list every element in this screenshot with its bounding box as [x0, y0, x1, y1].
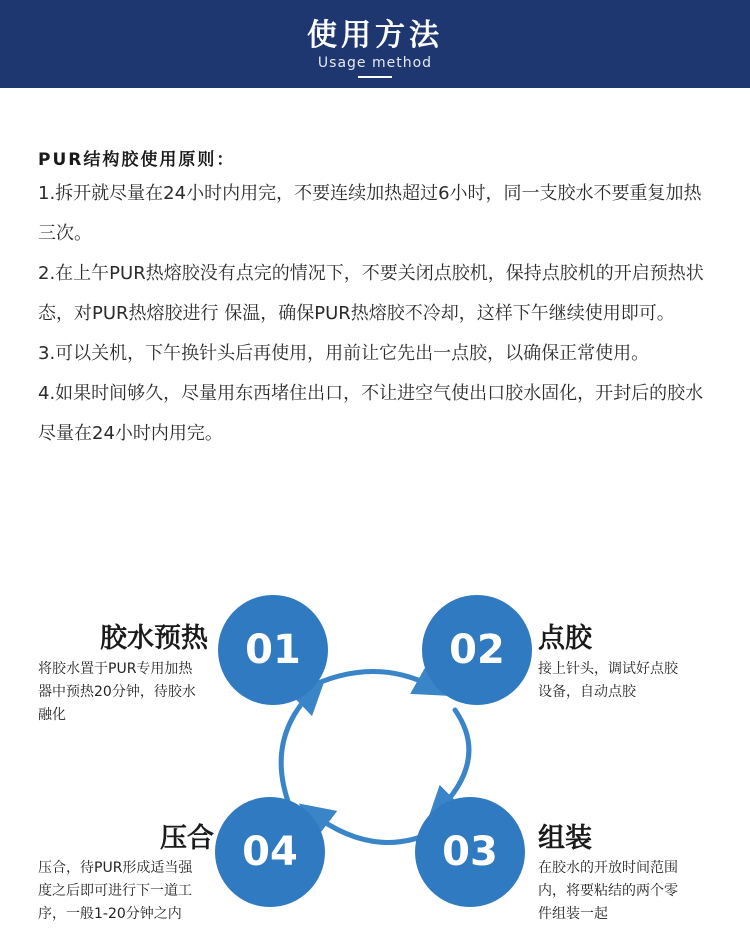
- rule-item: 1.拆开就尽量在24小时内用完，不要连续加热超过6小时，同一支胶水不要重复加热三次。: [38, 183, 702, 244]
- step-desc-line: 件组装一起: [538, 906, 608, 922]
- step-desc-line: 接上针头，调试好点胶: [538, 661, 678, 677]
- step-desc-line: 融化: [38, 707, 66, 723]
- cycle-arrow: [281, 689, 315, 812]
- step-number: 02: [449, 627, 505, 673]
- step-desc-line: 压合，待PUR形成适当强: [38, 860, 193, 876]
- step-number: 01: [245, 627, 301, 673]
- page-subtitle: Usage method: [317, 55, 433, 71]
- step-desc-line: 器中预热20分钟，待胶水: [38, 684, 196, 700]
- step-description: [538, 857, 678, 926]
- rule-item: 2.在上午PUR热熔胶没有点完的情况下，不要关闭点胶机，保持点胶机的开启预热状态，对PUR热熔胶进行 保温，确保PUR热熔胶不冷却，这样下午继续使用即可。: [38, 263, 704, 324]
- step-number: 04: [242, 829, 298, 875]
- step-description: [38, 857, 192, 926]
- step-desc-line: 在胶水的开放时间范围: [538, 860, 678, 876]
- rules-title: PUR结构胶使用原则：: [38, 150, 236, 170]
- page-header: [0, 0, 750, 88]
- title-underline: [358, 76, 392, 78]
- step-desc-line: 设备，自动点胶: [538, 684, 636, 700]
- step-description: [38, 658, 196, 727]
- rule-item: 3.可以关机，下午换针头后再使用，用前让它先出一点胶，以确保正常使用。: [38, 343, 650, 364]
- step-desc-line: 内，将要粘结的两个零: [538, 883, 678, 899]
- rule-item: 4.如果时间够久，尽量用东西堵住出口，不让进空气使出口胶水固化，开封后的胶水尽量在24小时内用完。: [38, 383, 704, 444]
- step-description: [538, 658, 678, 704]
- step-title: 组装: [538, 823, 592, 854]
- step-title: 胶水预热: [100, 623, 208, 654]
- process-diagram: [0, 590, 750, 950]
- page-title: 使用方法: [307, 18, 443, 53]
- step-desc-line: 度之后即可进行下一道工: [38, 883, 192, 899]
- step-title: 压合: [160, 823, 214, 854]
- step-desc-line: 将胶水置于PUR专用加热: [38, 661, 193, 677]
- cycle-arrow: [437, 710, 469, 812]
- step-number: 03: [442, 829, 498, 875]
- usage-rules: [38, 146, 718, 454]
- step-title: 点胶: [538, 623, 592, 654]
- step-desc-line: 序，一般1-20分钟之内: [38, 906, 182, 922]
